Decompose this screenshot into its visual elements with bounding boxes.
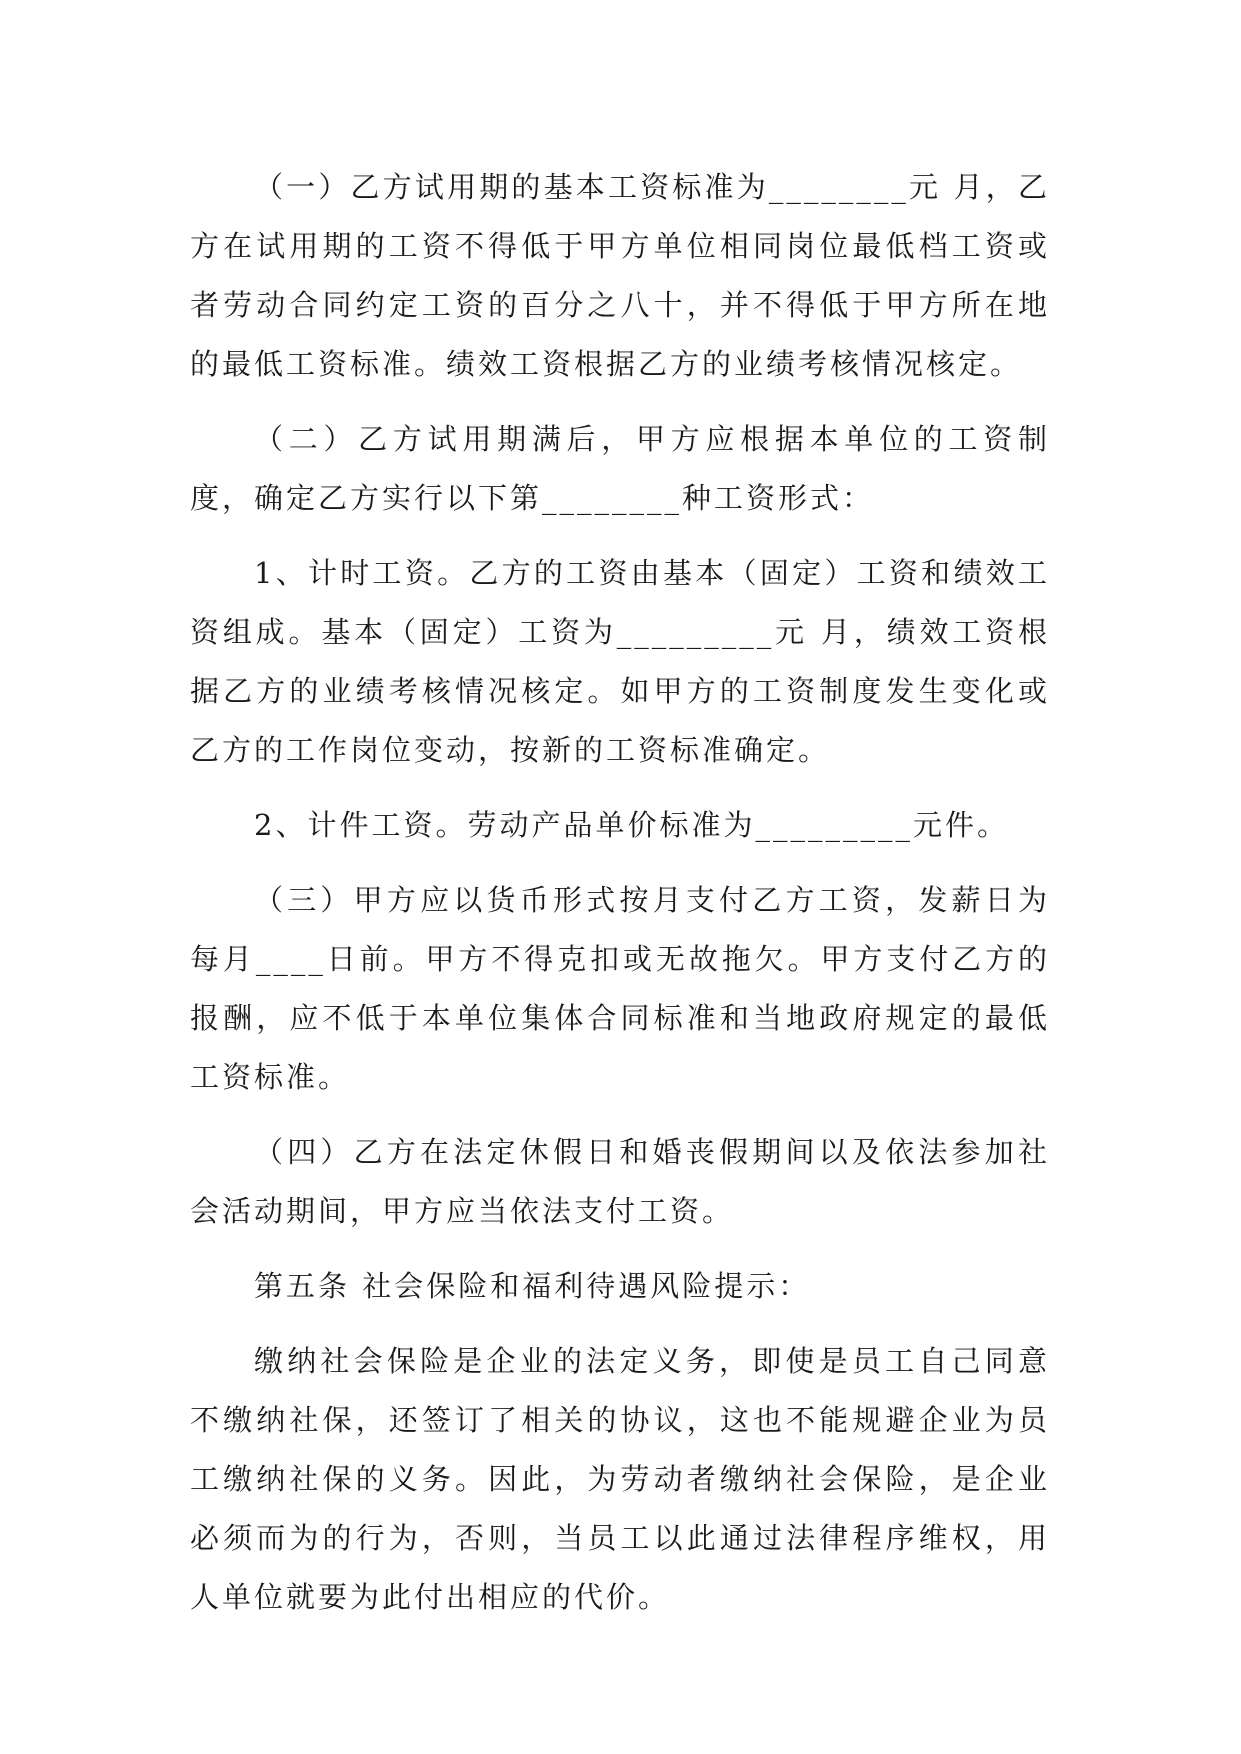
paragraph-piece-wage: 2、计件工资。劳动产品单价标准为_________元件。 bbox=[254, 808, 1009, 842]
paragraph-social-insurance: 缴纳社会保险是企业的法定义务，即使是员工自己同意不缴纳社保，还签订了相关的协议，这也不能规避企业为员工缴纳社保的义务。因此，为劳动者缴纳社会保险，是企业必须而为的行为，否则，当员工以此通过法律程序维权，用人单位就要为此付出相应的代价。 bbox=[190, 1344, 1050, 1614]
paragraph-wage-form: （二）乙方试用期满后，甲方应根据本单位的工资制度，确定乙方实行以下第________种工资形式： bbox=[190, 422, 1050, 515]
paragraph-holiday-pay: （四）乙方在法定休假日和婚丧假期间以及依法参加社会活动期间，甲方应当依法支付工资。 bbox=[190, 1135, 1050, 1228]
paragraph-probation-salary: （一）乙方试用期的基本工资标准为________元 月，乙方在试用期的工资不得低于甲方单位相同岗位最低档工资或者劳动合同约定工资的百分之八十，并不得低于甲方所在地的最低工资标准。绩效工资根据乙方的业绩考核情况核定。 bbox=[190, 170, 1050, 381]
paragraph-time-wage: 1、计时工资。乙方的工资由基本（固定）工资和绩效工资组成。基本（固定）工资为_________元 月，绩效工资根据乙方的业绩考核情况核定。如甲方的工资制度发生变化或乙方的工作岗位变动，按新的工资标准确定。 bbox=[190, 556, 1050, 767]
document-body bbox=[190, 158, 1050, 1643]
article-five-heading: 第五条 社会保险和福利待遇风险提示： bbox=[254, 1269, 811, 1303]
paragraph-payment-method: （三）甲方应以货币形式按月支付乙方工资，发薪日为每月____日前。甲方不得克扣或无故拖欠。甲方支付乙方的报酬，应不低于本单位集体合同标准和当地政府规定的最低工资标准。 bbox=[190, 883, 1050, 1094]
